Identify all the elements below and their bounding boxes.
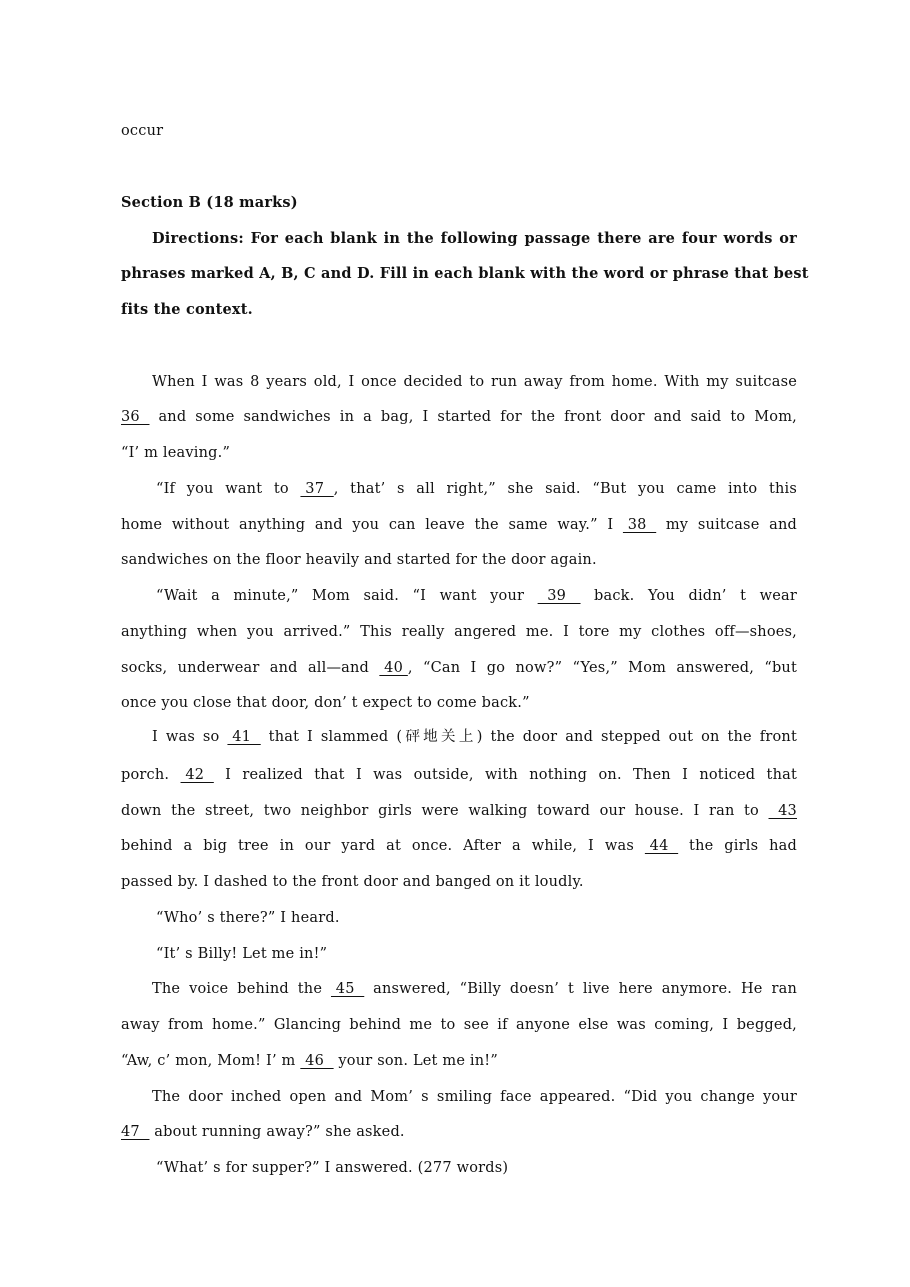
passage-line: down the street, two neighbor girls were walking toward our house. I ran to 43: [121, 803, 797, 819]
passage-line: porch. 42 I realized that I was outside, with nothing on. Then I noticed that: [121, 767, 797, 783]
passage-line: “Who’ s there?” I heard.: [156, 910, 340, 926]
passage-line: “What’ s for supper?” I answered. (277 words): [156, 1160, 509, 1176]
passage-line: 47 about running away?” she asked.: [121, 1124, 405, 1140]
passage-line: once you close that door, don’ t expect to come back.”: [121, 695, 530, 711]
passage-line: socks, underwear and all—and 40 , “Can I go now?” “Yes,” Mom answered, “but: [121, 660, 797, 676]
passage-line: home without anything and you can leave the same way.” I 38 my suitcase and: [121, 517, 797, 533]
passage-line: “It’ s Billy! Let me in!”: [156, 946, 328, 962]
blank-43[interactable]: 43: [768, 803, 797, 819]
blank-45[interactable]: 45: [330, 981, 365, 997]
passage-line: 36 and some sandwiches in a bag, I started for the front door and said to Mom,: [121, 409, 797, 425]
blank-44[interactable]: 44: [644, 838, 679, 854]
passage-line: “Wait a minute,” Mom said. “I want your 39 back. You didn’ t wear: [156, 588, 798, 604]
directions-line-3: fits the context.: [121, 301, 253, 318]
passage-line: sandwiches on the floor heavily and started for the door again.: [121, 552, 597, 568]
passage-line: The door inched open and Mom’ s smiling face appeared. “Did you change your: [152, 1089, 797, 1105]
passage-line: anything when you arrived.” This really angered me. I tore my clothes off—shoes,: [121, 624, 797, 640]
blank-41[interactable]: 41: [227, 729, 261, 745]
directions-line-1: Directions: For each blank in the following passage there are four words or: [152, 230, 797, 247]
blank-39[interactable]: 39: [537, 588, 581, 604]
passage-line: behind a big tree in our yard at once. After a while, I was 44 the girls had: [121, 838, 797, 854]
blank-38[interactable]: 38: [622, 517, 657, 533]
passage-line: passed by. I dashed to the front door and banged on it loudly.: [121, 874, 584, 890]
blank-46[interactable]: 46: [300, 1053, 334, 1069]
passage-line: away from home.” Glancing behind me to see if anyone else was coming, I begged,: [121, 1017, 797, 1033]
blank-47[interactable]: 47: [121, 1124, 150, 1140]
passage-line: When I was 8 years old, I once decided to run away from home. With my suitcase: [152, 374, 797, 390]
passage-line: “Aw, c’ mon, Mom! I’ m 46 your son. Let me in!”: [121, 1053, 498, 1069]
passage-line: The voice behind the 45 answered, “Billy doesn’ t live here anymore. He ran: [152, 981, 797, 997]
blank-40[interactable]: 40: [379, 660, 408, 676]
top-word: occur: [121, 123, 164, 139]
passage-line: “If you want to 37 , that’ s all right,” she said. “But you came into this: [156, 481, 797, 497]
blank-37[interactable]: 37: [300, 481, 334, 497]
blank-42[interactable]: 42: [180, 767, 214, 783]
directions-line-2: phrases marked A, B, C and D. Fill in each blank with the word or phrase that best: [121, 265, 809, 282]
passage-line: “I’ m leaving.”: [121, 445, 231, 461]
section-title: Section B (18 marks): [121, 194, 298, 211]
blank-36[interactable]: 36: [121, 409, 150, 425]
passage-line: I was so 41 that I slammed (砰地关上) the door and stepped out on the front: [152, 729, 797, 745]
